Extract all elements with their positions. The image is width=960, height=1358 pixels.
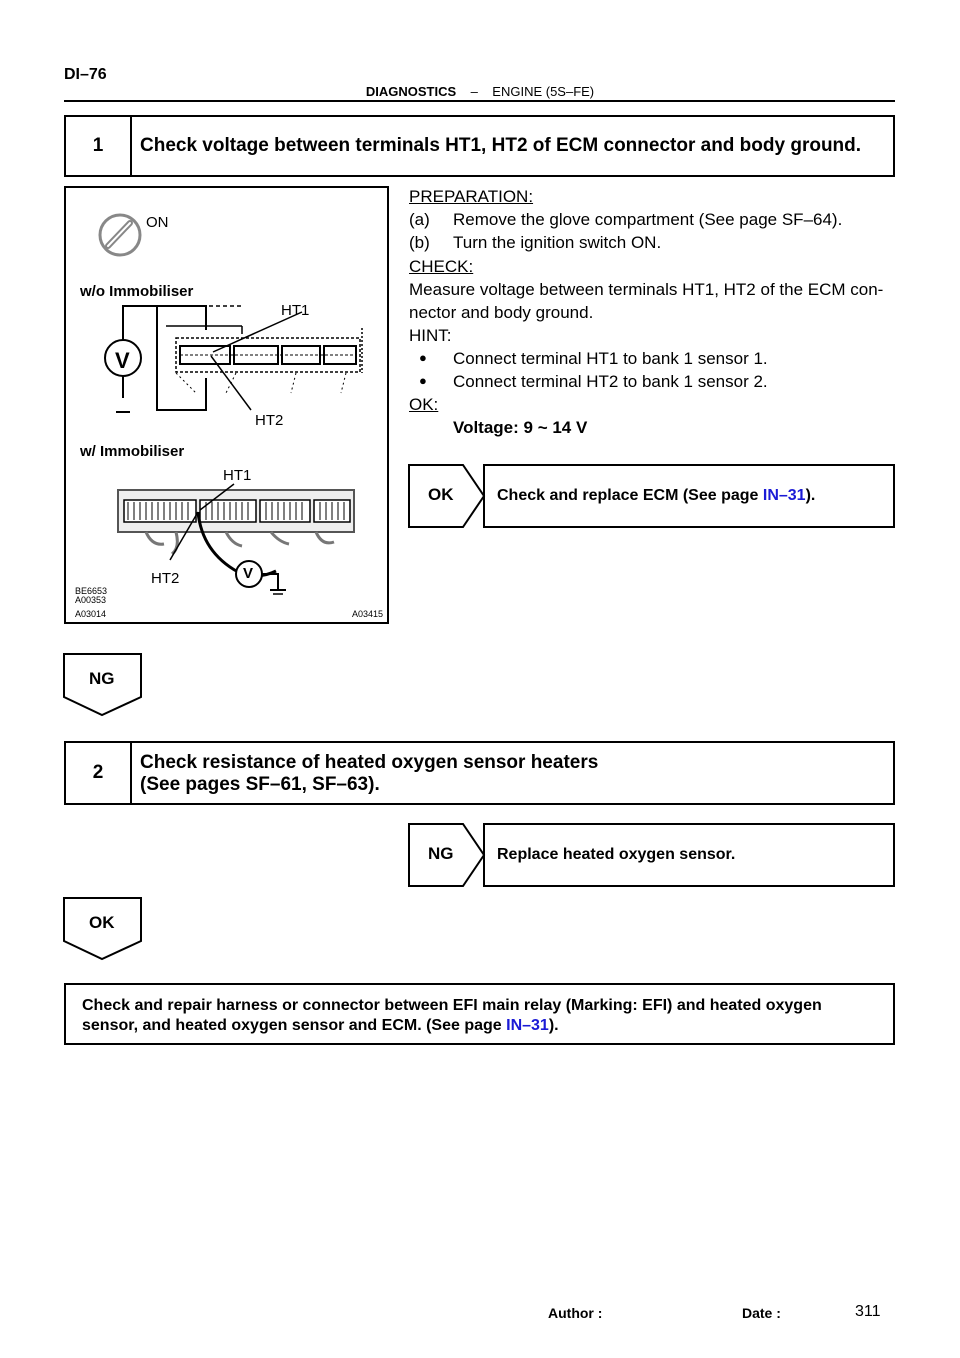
step-2-number: 2: [66, 743, 132, 803]
footer-author-label: Author :: [548, 1305, 603, 1321]
ok-branch-label: OK: [89, 913, 115, 932]
ok-arrow-label: OK: [428, 485, 454, 504]
preparation-heading: PREPARATION:: [409, 187, 534, 206]
step-2-title-line-1: Check resistance of heated oxygen sensor heaters: [140, 752, 599, 773]
figure-code-1: BE6653: [75, 586, 108, 596]
step-1-box: [64, 115, 895, 177]
ecm-connector-wo-immobiliser: [176, 328, 362, 393]
header-rule: [64, 100, 895, 102]
hint-bullet-2: ●: [419, 373, 427, 388]
step-2-title: [132, 743, 598, 803]
step-1-title: Check voltage between terminals HT1, HT2 of ECM connector and body ground.: [140, 135, 862, 156]
connector-diagram: [66, 188, 387, 622]
ok-heading: OK:: [409, 395, 439, 414]
hint-bullet-1: ●: [419, 350, 427, 365]
hint-heading: HINT:: [409, 326, 452, 345]
header-section: DIAGNOSTICS: [365, 84, 457, 99]
hint-text-1: Connect terminal HT1 to bank 1 sensor 1.: [453, 349, 768, 368]
figure-code-3: A03014: [75, 609, 107, 619]
ecm-connector-w-immobiliser: [118, 490, 354, 554]
ok-result-suffix: ).: [805, 487, 816, 504]
prep-a-marker: (a): [409, 210, 430, 229]
ok-result-box: [483, 464, 895, 528]
prep-b-marker: (b): [409, 233, 430, 252]
check-heading: CHECK:: [409, 257, 474, 276]
step-2-box: [64, 741, 895, 805]
prep-a-text: Remove the glove compartment (See page SF–64).: [453, 210, 843, 229]
check-text-1: Measure voltage between terminals HT1, HT2 of the ECM con-: [409, 280, 884, 299]
ht2-label-top: HT2: [255, 412, 284, 429]
final-text-line-1: Check and repair harness or connector between EFI main relay (Marking: EFI) and heated oxygen: [82, 997, 822, 1014]
prep-b-text: Turn the ignition switch ON.: [453, 233, 662, 252]
ok-value: Voltage: 9 ~ 14 V: [453, 418, 588, 437]
ignition-switch-icon: [100, 215, 140, 255]
check-text-2: nector and body ground.: [409, 303, 594, 322]
ok-result-link[interactable]: IN–31: [762, 487, 806, 504]
wiring-figure: [64, 186, 389, 624]
ht2-label-bottom: HT2: [151, 570, 180, 587]
figure-code-2: A00353: [75, 595, 107, 605]
final-action-box: [64, 983, 895, 1045]
ht1-label-bottom: HT1: [223, 467, 252, 484]
footer-date-label: Date :: [742, 1305, 781, 1321]
figure-code-4: A03415: [352, 609, 384, 619]
final-text-line-2: [82, 1016, 893, 1036]
wo-immobiliser-label: w/o Immobiliser: [80, 283, 194, 300]
ng-arrow-label: NG: [428, 844, 454, 863]
ok-result-text: Check and replace ECM (See page: [497, 487, 763, 504]
step-1-number: 1: [66, 117, 132, 175]
final-suffix: ).: [548, 1017, 559, 1034]
ht1-label-top: HT1: [281, 302, 310, 319]
footer-page-number: 311: [855, 1303, 881, 1320]
ignition-on-label: ON: [146, 214, 169, 231]
w-immobiliser-label: w/ Immobiliser: [80, 443, 185, 460]
header-subsection: ENGINE (5S–FE): [492, 84, 595, 99]
ng-result-box: [483, 823, 895, 887]
ng-branch-label: NG: [89, 669, 115, 688]
page-id: DI–76: [64, 66, 107, 83]
step-2-title-line-2: (See pages SF–61, SF–63).: [140, 774, 380, 795]
header-dash: –: [470, 84, 478, 99]
voltmeter-symbol-bottom: V: [243, 565, 254, 582]
ng-result-text: Replace heated oxygen sensor.: [497, 846, 736, 863]
hint-text-2: Connect terminal HT2 to bank 1 sensor 2.: [453, 372, 768, 391]
final-link[interactable]: IN–31: [506, 1017, 549, 1034]
final-text-2: sensor, and heated oxygen sensor and ECM. (See page: [82, 1017, 507, 1034]
voltmeter-symbol-top: V: [115, 348, 130, 373]
page-header: [0, 84, 960, 99]
